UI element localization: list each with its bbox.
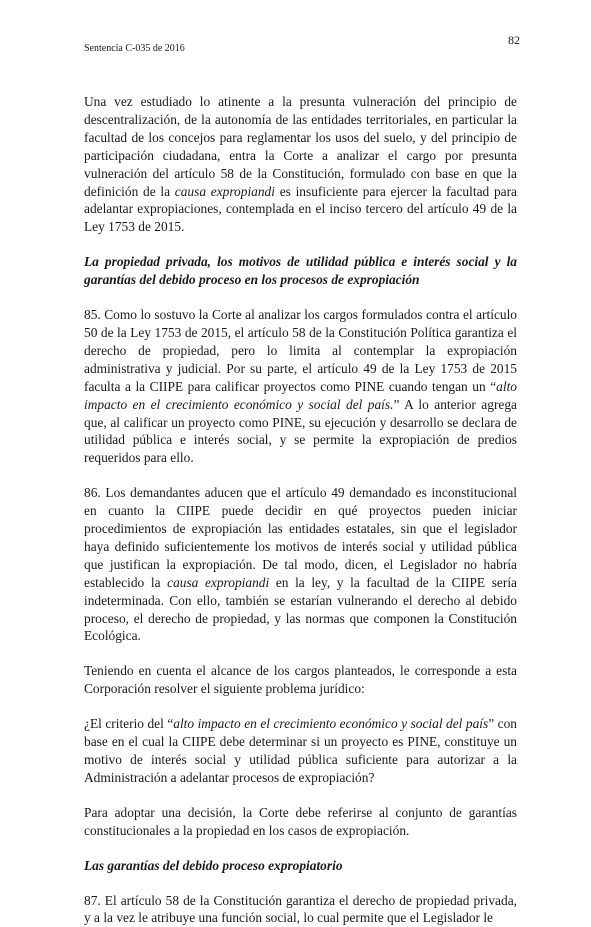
paragraph-decision: Para adoptar una decisión, la Corte debe referirse al conjunto de garantías constitucionales a la propiedad en los casos de expropiación.: [84, 804, 517, 838]
paragraph-87: 87. El artículo 58 de la Constitución garantiza el derecho de propiedad privada, y a la vez le atribuye una función social, lo cual permite que el Legislador le: [84, 892, 517, 926]
paragraph-legal-question: ¿El criterio del “alto impacto en el crecimiento económico y social del país” con base en el cual la CIIPE debe determinar si un proyecto es PINE, constituye un motivo de interés social y utilidad pública suficiente para autorizar a la Administración a adelantar procesos de expropiación?: [84, 716, 517, 785]
paragraph-problem-intro: Teniendo en cuenta el alcance de los cargos planteados, le corresponde a esta Corporación resolver el siguiente problema jurídico:: [84, 663, 517, 697]
page-number: 82: [508, 33, 520, 47]
section-heading-debido-proceso: Las garantías del debido proceso expropiatorio: [84, 857, 343, 873]
paragraph-intro: Una vez estudiado lo atinente a la presunta vulneración del principio de descentralización, de la autonomía de las entidades territoriales, en particular la facultad de los concejos para reglamentar los usos del suelo, y del principio de participación ciudadana, entra la Corte a analizar el cargo por presunta vulneración del artículo 58 de la Constitución, formulado con base en que la definición de la causa expropiandi es insuficiente para ejercer la facultad para adelantar expropiaciones, contemplada en el inciso tercero del artículo 49 de la Ley 1753 de 2015.: [84, 94, 517, 235]
document-body: [84, 93, 517, 927]
section-heading-propiedad: La propiedad privada, los motivos de utilidad pública e interés social y la garantías del debido proceso en los procesos de expropiación: [84, 254, 517, 288]
paragraph-86: 86. Los demandantes aducen que el artículo 49 demandado es inconstitucional en cuanto la CIIPE puede decidir en qué proyectos pueden iniciar procedimientos de expropiación las entidades estatales, sin que el legislador haya definido suficientemente los motivos de interés social y utilidad pública que justifican la expropiación. De tal modo, dicen, el Legislador no habría establecido la causa expropiandi en la ley, y la facultad de la CIIPE sería indeterminada. Con ello, también se estarían vulnerando el derecho al debido proceso, el derecho de propiedad, y las normas que componen la Constitución Ecológica.: [84, 485, 517, 644]
page-header: Sentencia C-035 de 2016: [84, 43, 185, 54]
paragraph-85: 85. Como lo sostuvo la Corte al analizar los cargos formulados contra el artículo 50 de la Ley 1753 de 2015, el artículo 58 de la Constitución Política garantiza el derecho de propiedad, pero lo limita al contemplar la expropiación administrativa y judicial. Por su parte, el artículo 49 de la Ley 1753 de 2015 faculta a la CIIPE para calificar proyectos como PINE cuando tengan un “alto impacto en el crecimiento económico y social del país.” A lo anterior agrega que, al calificar un proyecto como PINE, su ejecución y desarrollo se declara de utilidad pública e interés social, y se permite la expropiación de predios requeridos para ello.: [84, 307, 517, 466]
